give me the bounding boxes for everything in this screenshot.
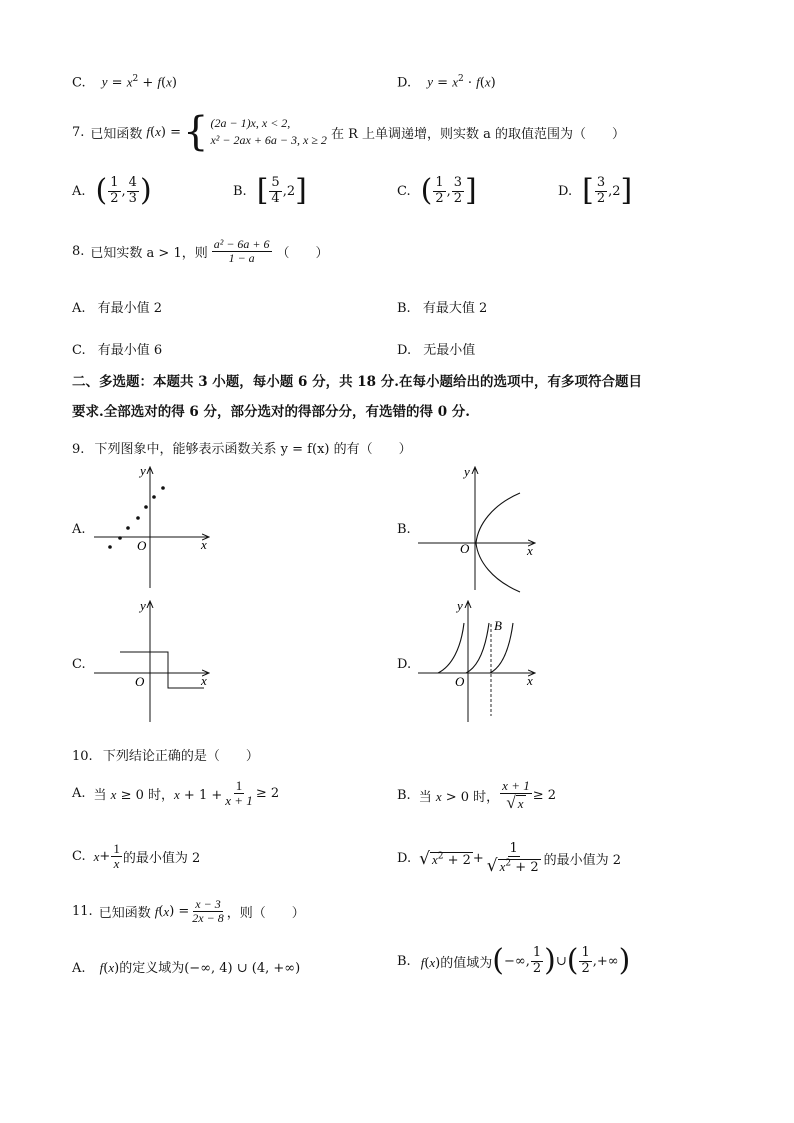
q11-stem: 11. 已知函数 f ( x ) = $\frac{x - 3}{2x - 8}$ ，则（ ） bbox=[72, 897, 305, 926]
graph-a-origin: O bbox=[137, 538, 147, 553]
graph-b[interactable] bbox=[418, 464, 534, 592]
graph-c-x-label: x bbox=[201, 673, 207, 688]
graph-a-point bbox=[152, 495, 156, 499]
section-heading-line1: 二、多选题：本题共 3 小题，每小题 6 分，共 18 分.在每小题给出的选项中，有多项符合题目 bbox=[72, 374, 642, 390]
q8-option-a[interactable]: A. 有最小值 2 bbox=[72, 301, 163, 316]
graph-c-step bbox=[120, 652, 204, 688]
q9-option-d-label[interactable]: D. bbox=[397, 657, 412, 672]
q7-option-d[interactable]: D. [ $\frac{3}{2}$ ,2 ] bbox=[558, 173, 633, 208]
graph-a-point bbox=[118, 536, 122, 540]
q10-stem: 10. 下列结论正确的是（ ） bbox=[72, 749, 259, 764]
q7-option-b[interactable]: B. [ $\frac{5}{4}$ ,2 ] bbox=[233, 173, 307, 208]
q8-option-c[interactable]: C. 有最小值 6 bbox=[72, 343, 163, 358]
q9-option-c-label[interactable]: C. bbox=[72, 657, 86, 672]
graph-c[interactable] bbox=[94, 598, 208, 722]
section-heading-line2: 要求.全部选对的得 6 分，部分选对的得部分分，有选错的得 0 分. bbox=[72, 404, 470, 420]
graph-a-point bbox=[126, 526, 130, 530]
graph-d-point-b-label: B bbox=[494, 618, 502, 633]
graph-b-x-label: x bbox=[527, 543, 533, 558]
q7-stem: 7. 已知函数 f ( x ) = { (2a − 1)x, x < 2, x² − 2ax + 6a − 3, x ≥ 2 在 R 上单调递增，则实数 a 的取值范围为（ ） bbox=[72, 109, 626, 155]
q8-option-b[interactable]: B. 有最大值 2 bbox=[397, 301, 488, 316]
q7-option-a[interactable]: A. ( $\frac{1}{2}$ , $\frac{4}{3}$ ) bbox=[72, 173, 152, 208]
q9-option-b-label[interactable]: B. bbox=[397, 522, 411, 537]
q11-option-a[interactable]: A. f(x)的定义域为(−∞, 4) ∪ (4, +∞) bbox=[72, 960, 301, 976]
graph-d-curve bbox=[466, 623, 489, 673]
q8-option-d[interactable]: D. 无最小值 bbox=[397, 343, 476, 358]
q10-option-d[interactable]: D. √ $x^2 + 2$ + $\frac{1}{√ x^2 + 2}$ 的最小值为 2 bbox=[397, 841, 621, 877]
graph-a-y-label: y bbox=[140, 463, 146, 478]
q11-option-b[interactable]: B. f(x)的值域为 ( −∞, $\frac{1}{2}$ ) ∪ ( $\frac{1}{2}$ ,+∞ ) bbox=[397, 943, 631, 978]
q10-option-b[interactable]: B. 当 x > 0 时， $\frac{x + 1}{√ x}$ ≥ 2 bbox=[397, 778, 557, 813]
q7-option-c[interactable]: C. ( $\frac{1}{2}$ , $\frac{3}{2}$ ] bbox=[397, 173, 477, 208]
graph-c-y-label: y bbox=[140, 598, 146, 613]
graph-a-point bbox=[144, 505, 148, 509]
graph-a-point bbox=[108, 545, 112, 549]
q9-stem: 9. 下列图象中，能够表示函数关系 y = f(x) 的有（ ） bbox=[72, 442, 412, 457]
q6-option-d[interactable]: D. $y = x^2 \cdot f(x)$ bbox=[397, 74, 496, 91]
graph-a-point bbox=[136, 516, 140, 520]
graph-d-origin: O bbox=[455, 674, 465, 689]
graph-d-x-label: x bbox=[527, 673, 533, 688]
q10-option-a[interactable]: A. 当 x ≥ 0 时，x + 1 + $\frac{1}{x + 1}$ ≥ 2 bbox=[72, 778, 280, 809]
q7-piecewise: (2a − 1)x, x < 2, x² − 2ax + 6a − 3, x ≥ 2 bbox=[210, 115, 327, 147]
graph-b-origin: O bbox=[460, 541, 470, 556]
graph-a-x-label: x bbox=[201, 537, 207, 552]
q9-option-a-label[interactable]: A. bbox=[72, 522, 86, 537]
graph-d-curve bbox=[438, 623, 464, 673]
graph-a[interactable] bbox=[94, 463, 208, 588]
graph-d-y-label: y bbox=[457, 598, 463, 613]
graph-d[interactable] bbox=[418, 598, 534, 722]
q10-option-c[interactable]: C. x + $\frac{1}{x}$ 的最小值为 2 bbox=[72, 841, 201, 872]
graph-c-origin: O bbox=[135, 674, 145, 689]
graph-b-y-label: y bbox=[464, 464, 470, 479]
q6-option-c[interactable]: C. $y = x^2 + f(x)$ bbox=[72, 74, 177, 91]
q8-stem: 8. 已知实数 a > 1，则 $\frac{\text{a² − 6a + 6}}{1 - a}$ （ ） bbox=[72, 237, 329, 266]
graph-a-point bbox=[161, 486, 165, 490]
